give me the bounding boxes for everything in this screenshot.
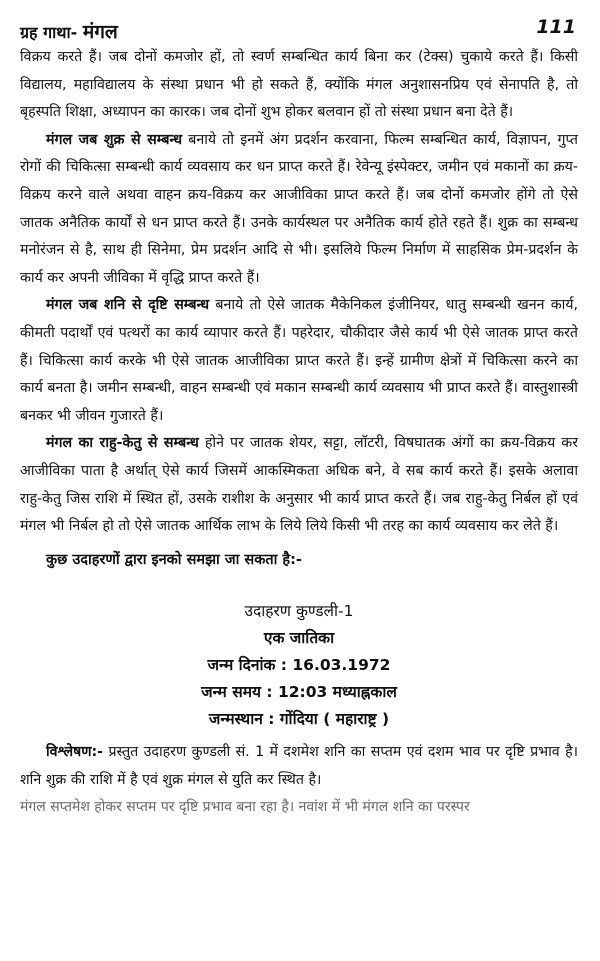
- page-number: 111: [536, 16, 576, 38]
- example-heading: उदाहरण कुण्डली-1: [244, 602, 354, 621]
- paragraph-venus-text: बनाये तो इनमें अंग प्रदर्शन करवाना, फिल्म सम्बन्धित कार्य, विज्ञापन, गुप्त रोगों की चिकित्सा सम्बन्धी कार्य व्यवसाय कर धन प्राप्त करते हैं। रेवेन्यू इंस्पेक्टर, जमीन एवं मकानों का क्रय-विक्रय करने वाले अथवा वाहन क्रय-विक्रय कर आजीविका प्राप्त करते हैं। जब दोनों कमजोर होंगे तो ऐसे जातक अनैतिक कार्यों से धन प्राप्त करते हैं। उनके कार्यस्थल पर अनैतिक कार्य होते रहते हैं। शुक्र का सम्बन्ध मनोरंजन से है, साथ ही सिनेमा, प्रेम प्रदर्शन आदि से भी। इसलिये फिल्म निर्माण में साहसिक प्रेम-प्रदर्शन के कार्य कर अपनी जीविका में वृद्धि प्राप्त करते हैं।: [20, 131, 578, 286]
- analysis-label: विश्लेषण:-: [46, 744, 104, 761]
- running-title-subject: मंगल: [82, 21, 118, 43]
- body-text: [20, 44, 578, 541]
- paragraph-rahu-ketu-lead: मंगल का राहु-केतु से सम्बन्ध: [46, 435, 199, 452]
- analysis-cut-line: मंगल सप्तमेश होकर सप्तम पर दृष्टि प्रभाव बना रहा है। नवांश में भी मंगल शनि का परस्पर: [20, 799, 470, 816]
- example-birth-time: जन्म समय : 12:03 मध्याह्नकाल: [201, 683, 397, 702]
- paragraph-venus-lead: मंगल जब शुक्र से सम्बन्ध: [46, 131, 183, 148]
- paragraph-saturn-lead: मंगल जब शनि से दृष्टि सम्बन्ध: [46, 297, 210, 314]
- paragraph-venus: [20, 127, 578, 293]
- analysis-paragraph: [20, 739, 578, 794]
- paragraph-saturn-text: बनाये तो ऐसे जातक मैकेनिकल इंजीनियर, धातु सम्बन्धी खनन कार्य, कीमती पदार्थों एवं पत्थरों का कार्य व्यापार करते हैं। पहरेदार, चौकीदार जैसे कार्य भी ऐसे जातक प्राप्त करते हैं। चिकित्सा कार्य करके भी ऐसे जातक आजीविका प्राप्त करते हैं। इन्हें ग्रामीण क्षेत्रों में चिकित्सा करने का कार्य बनता है। जमीन सम्बन्धी, वाहन सम्बन्धी एवं मकान सम्बन्धी कार्य व्यवसाय भी प्राप्त करते हैं। वास्तुशास्त्री बनकर भी जीवन गुजारते हैं।: [20, 297, 578, 424]
- paragraph-1: [20, 44, 578, 127]
- paragraph-rahu-ketu-text: होने पर जातक शेयर, सट्टा, लॉटरी, विषघातक अंगों का क्रय-विक्रय कर आजीविका पाता है अर्थात् ऐसे कार्य जिसमें आकस्मिकता अधिक बने, वे सब कार्य करते हैं। इसके अलावा राहु-केतु जिस राशि में स्थित हों, उसके राशीश के अनुसार भी कार्य प्राप्त करते हैं। जब राहु-केतु निर्बल हों एवं मंगल भी निर्बल हो तो ऐसे जातक आर्थिक लाभ के लिये लिये किसी भी तरह का कार्य व्यवसाय कर लेते हैं।: [20, 435, 578, 535]
- analysis-text: प्रस्तुत उदाहरण कुण्डली सं. 1 में दशमेश शनि का सप्तम एवं दशम भाव पर दृष्टि प्रभाव है। शनि शुक्र की राशि में है एवं शुक्र मंगल से युति कर स्थित है।: [20, 744, 578, 788]
- running-title: [20, 18, 118, 44]
- example-chart-details: [20, 598, 578, 733]
- paragraph-rahu-ketu: [20, 430, 578, 540]
- examples-intro: कुछ उदाहरणों द्वारा इनको समझा जा सकता है:-: [46, 551, 302, 568]
- example-birth-place: जन्मस्थान : गोंदिया ( महाराष्ट्र ): [208, 710, 390, 729]
- page-header: [20, 0, 578, 44]
- example-birth-date: जन्म दिनांक : 16.03.1972: [207, 656, 391, 675]
- running-title-prefix: ग्रह गाथा-: [20, 23, 78, 42]
- paragraph-1-text: विक्रय करते हैं। जब दोनों कमजोर हों, तो स्वर्ण सम्बन्धित कार्य बिना कर (टेक्स) चुकाये करते हैं। किसी विद्यालय, महाविद्यालय के संस्था प्रधान भी हो सकते हैं, क्योंकि मंगल अनुशासनप्रिय एवं सेनापति है, तो बृहस्पति शिक्षा, अध्यापन का कारक। जब दोनों शुभ होकर बलवान हों तो संस्था प्रधान बना देते हैं।: [20, 49, 578, 121]
- example-subject: एक जातिका: [263, 629, 335, 648]
- analysis-section: [20, 739, 578, 821]
- paragraph-saturn: [20, 292, 578, 430]
